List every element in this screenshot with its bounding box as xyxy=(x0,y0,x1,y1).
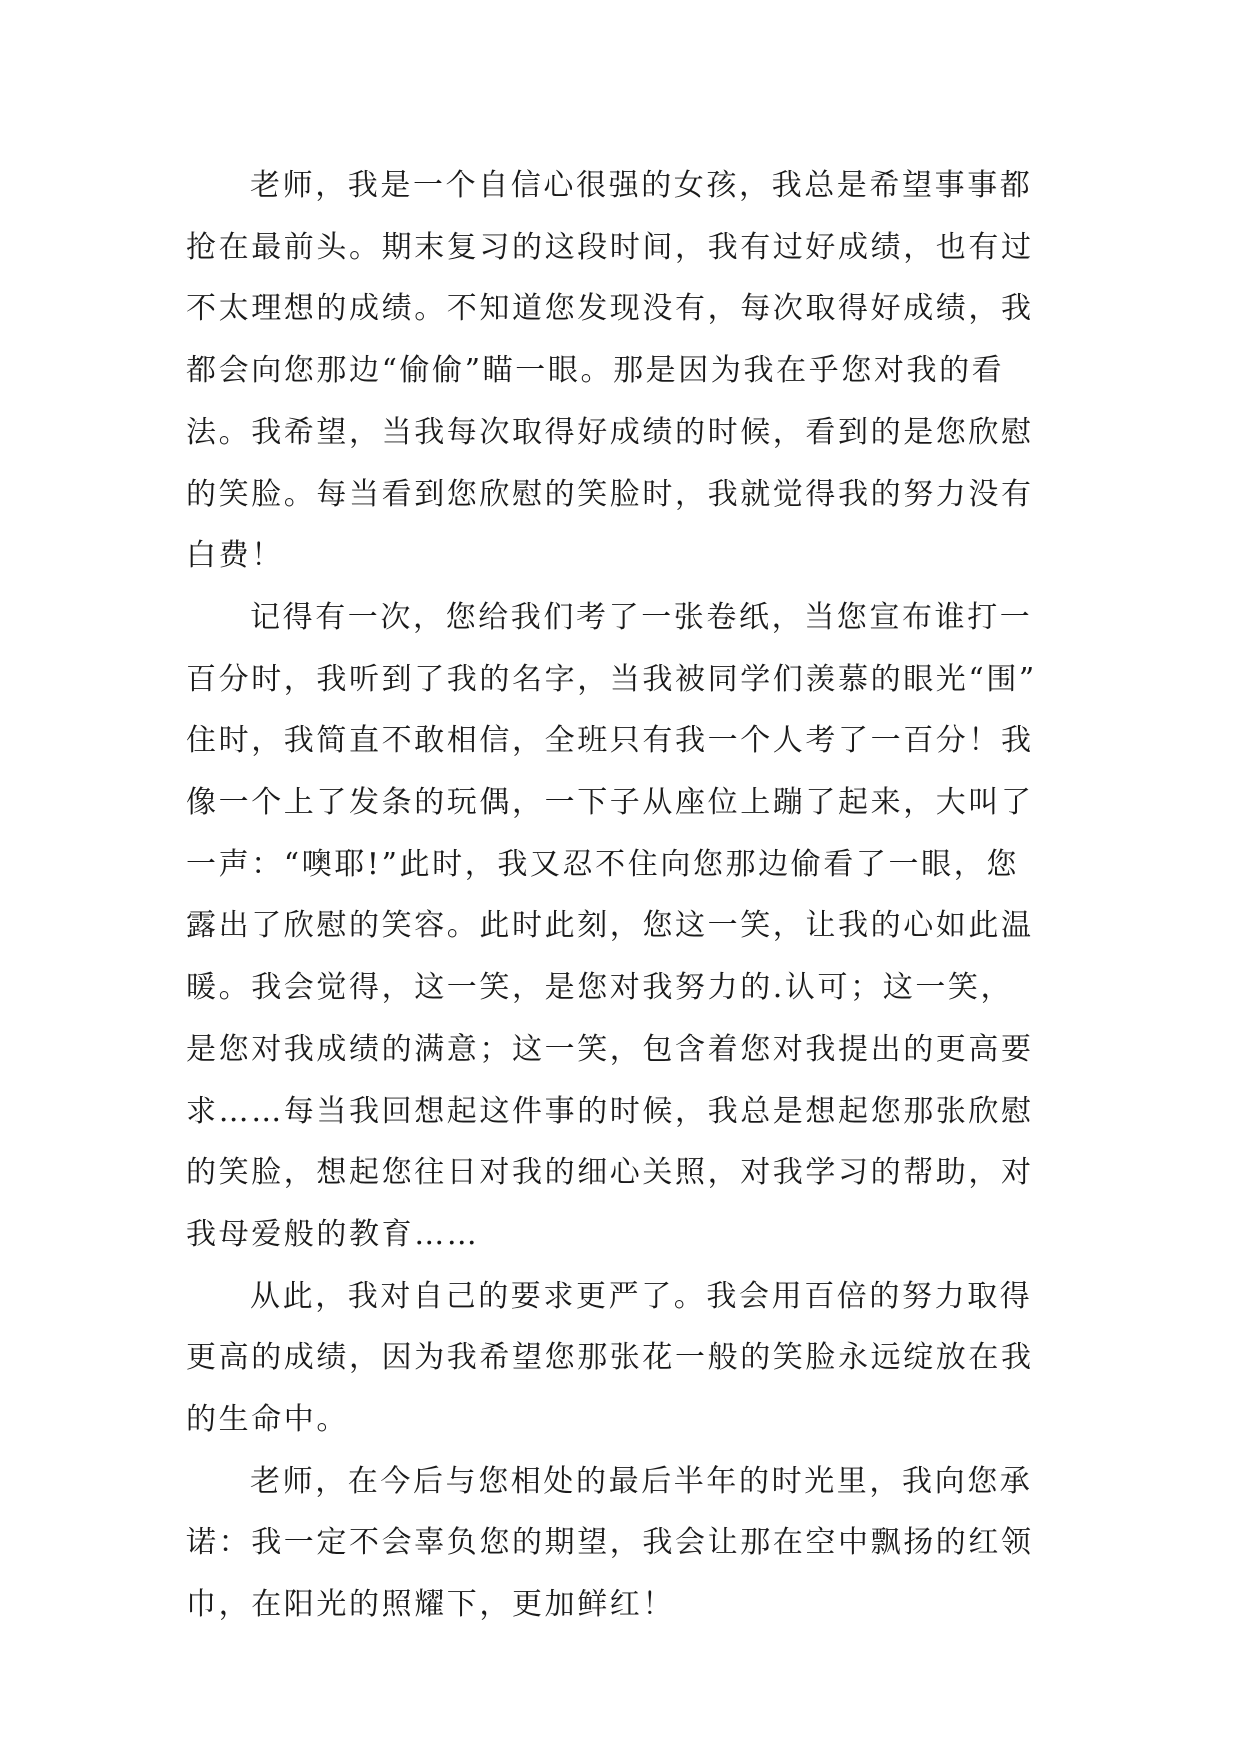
text-line: 露出了欣慰的笑容。此时此刻，您这一笑，让我的心如此温 xyxy=(186,908,1034,944)
text-line: 老师，在今后与您相处的最后半年的时光里，我向您承 xyxy=(250,1463,1033,1499)
text-line: 白费！ xyxy=(186,538,284,574)
document-body xyxy=(186,155,1052,1636)
text-line: 诺：我一定不会辜负您的期望，我会让那在空中飘扬的红领 xyxy=(186,1525,1034,1561)
text-line: 巾，在阳光的照耀下，更加鲜红！ xyxy=(186,1587,675,1623)
text-line: 一声：“噢耶!”此时，我又忍不住向您那边偷看了一眼，您 xyxy=(186,846,1019,882)
text-line: 法。我希望，当我每次取得好成绩的时候，看到的是您欣慰 xyxy=(186,414,1034,450)
text-line: 的生命中。 xyxy=(186,1402,349,1438)
text-line: 是您对我成绩的满意；这一笑，包含着您对我提出的更高要 xyxy=(186,1031,1034,1067)
text-line: 的笑脸。每当看到您欣慰的笑脸时，我就觉得我的努力没有 xyxy=(186,476,1034,512)
text-line: 求……每当我回想起这件事的时候，我总是想起您那张欣慰 xyxy=(186,1093,1034,1129)
text-line: 不太理想的成绩。不知道您发现没有，每次取得好成绩，我 xyxy=(186,291,1034,327)
text-line: 暖。我会觉得，这一笑，是您对我努力的.认可；这一笑， xyxy=(186,970,1014,1006)
text-line: 像一个上了发条的玩偶，一下子从座位上蹦了起来，大叫了 xyxy=(186,785,1034,821)
paragraph-4 xyxy=(186,1451,1052,1636)
text-line: 老师，我是一个自信心很强的女孩，我总是希望事事都 xyxy=(250,168,1033,203)
text-line: 都会向您那边“偷偷”瞄一眼。那是因为我在乎您对我的看 xyxy=(186,353,1005,389)
paragraph-2 xyxy=(186,587,1052,1266)
text-line: 的笑脸，想起您往日对我的细心关照，对我学习的帮助，对 xyxy=(186,1155,1034,1191)
text-line: 住时，我简直不敢相信，全班只有我一个人考了一百分！我 xyxy=(186,723,1034,759)
text-line: 记得有一次，您给我们考了一张卷纸，当您宣布谁打一 xyxy=(250,599,1033,635)
text-line: 我母爱般的教育…… xyxy=(186,1216,480,1252)
text-line: 更高的成绩，因为我希望您那张花一般的笑脸永远绽放在我 xyxy=(186,1340,1034,1376)
text-line: 抢在最前头。期末复习的这段时间，我有过好成绩，也有过 xyxy=(186,229,1034,265)
text-line: 从此，我对自己的要求更严了。我会用百倍的努力取得 xyxy=(250,1278,1033,1314)
text-line: 百分时，我听到了我的名字，当我被同学们羡慕的眼光“围” xyxy=(186,661,1037,697)
paragraph-3 xyxy=(186,1266,1052,1451)
paragraph-1 xyxy=(186,155,1052,587)
